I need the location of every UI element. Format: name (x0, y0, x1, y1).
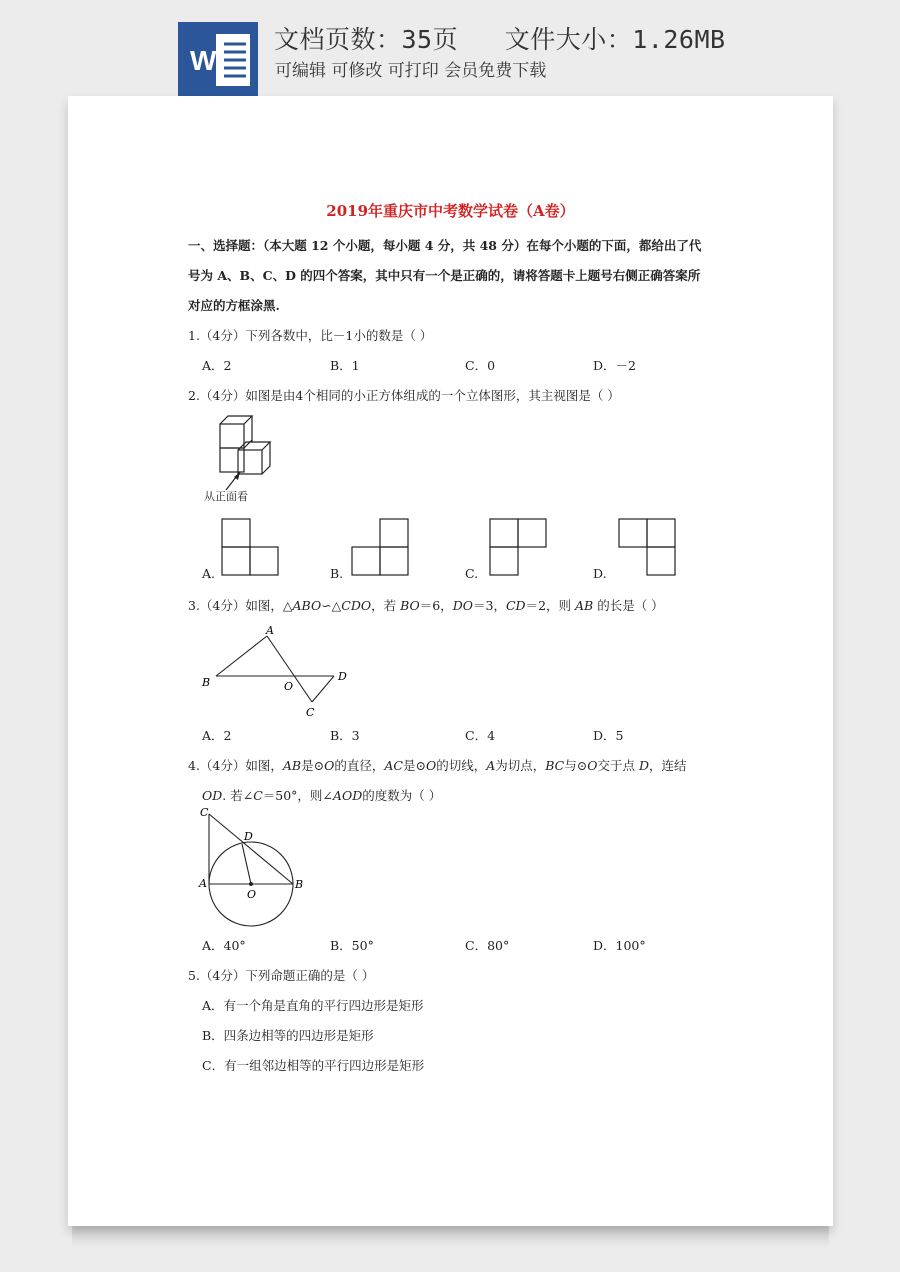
q4-stem-line-1: 4.（4分）如图，AB是⊙O的直径，AC是⊙O的切线，A为切点，BC与⊙O交于点 D，连结 (188, 758, 687, 773)
q4-option-d: D．100° (593, 938, 646, 953)
q2-option-c-figure (489, 518, 547, 576)
q2-option-d-figure (618, 518, 676, 576)
svg-text:B: B (202, 676, 211, 689)
svg-text:A: A (199, 877, 207, 890)
doc-actions-line: 可编辑 可修改 可打印 会员免费下载 (275, 61, 547, 81)
svg-text:O: O (247, 888, 257, 901)
q5-option-c: C．有一组邻边相等的平行四边形是矩形 (202, 1058, 425, 1073)
q3-option-b: B．3 (330, 728, 360, 743)
section-instruction-line-1: 一、选择题：（本大题 12 个小题，每小题 4 分，共 48 分）在每个小题的下面，都给出了代 (188, 238, 702, 253)
q3-option-a: A．2 (202, 728, 232, 743)
section-instruction-line-3: 对应的方框涂黑. (188, 298, 280, 313)
svg-text:D: D (244, 830, 253, 843)
q1-stem: 1.（4分）下列各数中，比－1小的数是（ ） (188, 328, 433, 343)
q2-option-b: B. (330, 566, 344, 581)
svg-text:A: A (266, 624, 274, 637)
q4-stem-line-2: OD. 若∠C＝50°，则∠AOD的度数为（ ） (202, 788, 442, 803)
page-shadow (72, 1226, 829, 1248)
q3-triangle-figure (198, 624, 358, 719)
svg-text:C: C (200, 806, 209, 819)
q2-view-label: 从正面看 (204, 490, 248, 503)
q2-option-c: C. (465, 566, 479, 581)
q2-stem: 2.（4分）如图是由4个相同的小正方体组成的一个立体图形，其主视图是（ ） (188, 388, 620, 403)
q4-option-b: B．50° (330, 938, 374, 953)
q1-option-a: A．2 (202, 358, 232, 373)
q3-option-c: C．4 (465, 728, 496, 743)
q2-option-a-figure (221, 518, 279, 576)
q2-option-d: D. (593, 566, 607, 581)
svg-text:B: B (295, 878, 304, 891)
q2-cube-figure (204, 414, 308, 509)
q4-circle-figure (196, 808, 308, 928)
q5-stem: 5.（4分）下列命题正确的是（ ） (188, 968, 375, 983)
svg-text:D: D (338, 670, 347, 683)
document-page (68, 96, 833, 1226)
svg-text:O: O (284, 680, 294, 693)
doc-info-line: 文档页数：35页 文件大小：1.26MB (274, 25, 726, 54)
svg-text:W: W (190, 45, 217, 76)
q5-option-a: A．有一个角是直角的平行四边形是矩形 (202, 998, 424, 1013)
q3-option-d: D．5 (593, 728, 624, 743)
svg-text:C: C (306, 706, 315, 719)
q2-option-b-figure (351, 518, 409, 576)
q1-option-b: B．1 (330, 358, 360, 373)
doc-title: 2019年重庆市中考数学试卷（A卷） (326, 202, 575, 220)
q5-option-b: B．四条边相等的四边形是矩形 (202, 1028, 374, 1043)
q1-option-c: C．0 (465, 358, 496, 373)
section-instruction-line-2: 号为 A、B、C、D 的四个答案，其中只有一个是正确的，请将答题卡上题号右侧正确答案所 (188, 268, 701, 283)
q3-stem: 3.（4分）如图，△ABO∽△CDO，若 BO＝6，DO＝3，CD＝2，则 AB 的长是（ ） (188, 598, 664, 613)
q1-option-d: D．－2 (593, 358, 636, 373)
q4-option-a: A．40° (202, 938, 246, 953)
header-bar (0, 0, 900, 96)
q2-option-a: A. (202, 566, 216, 581)
q4-option-c: C．80° (465, 938, 510, 953)
word-document-icon (178, 22, 258, 96)
